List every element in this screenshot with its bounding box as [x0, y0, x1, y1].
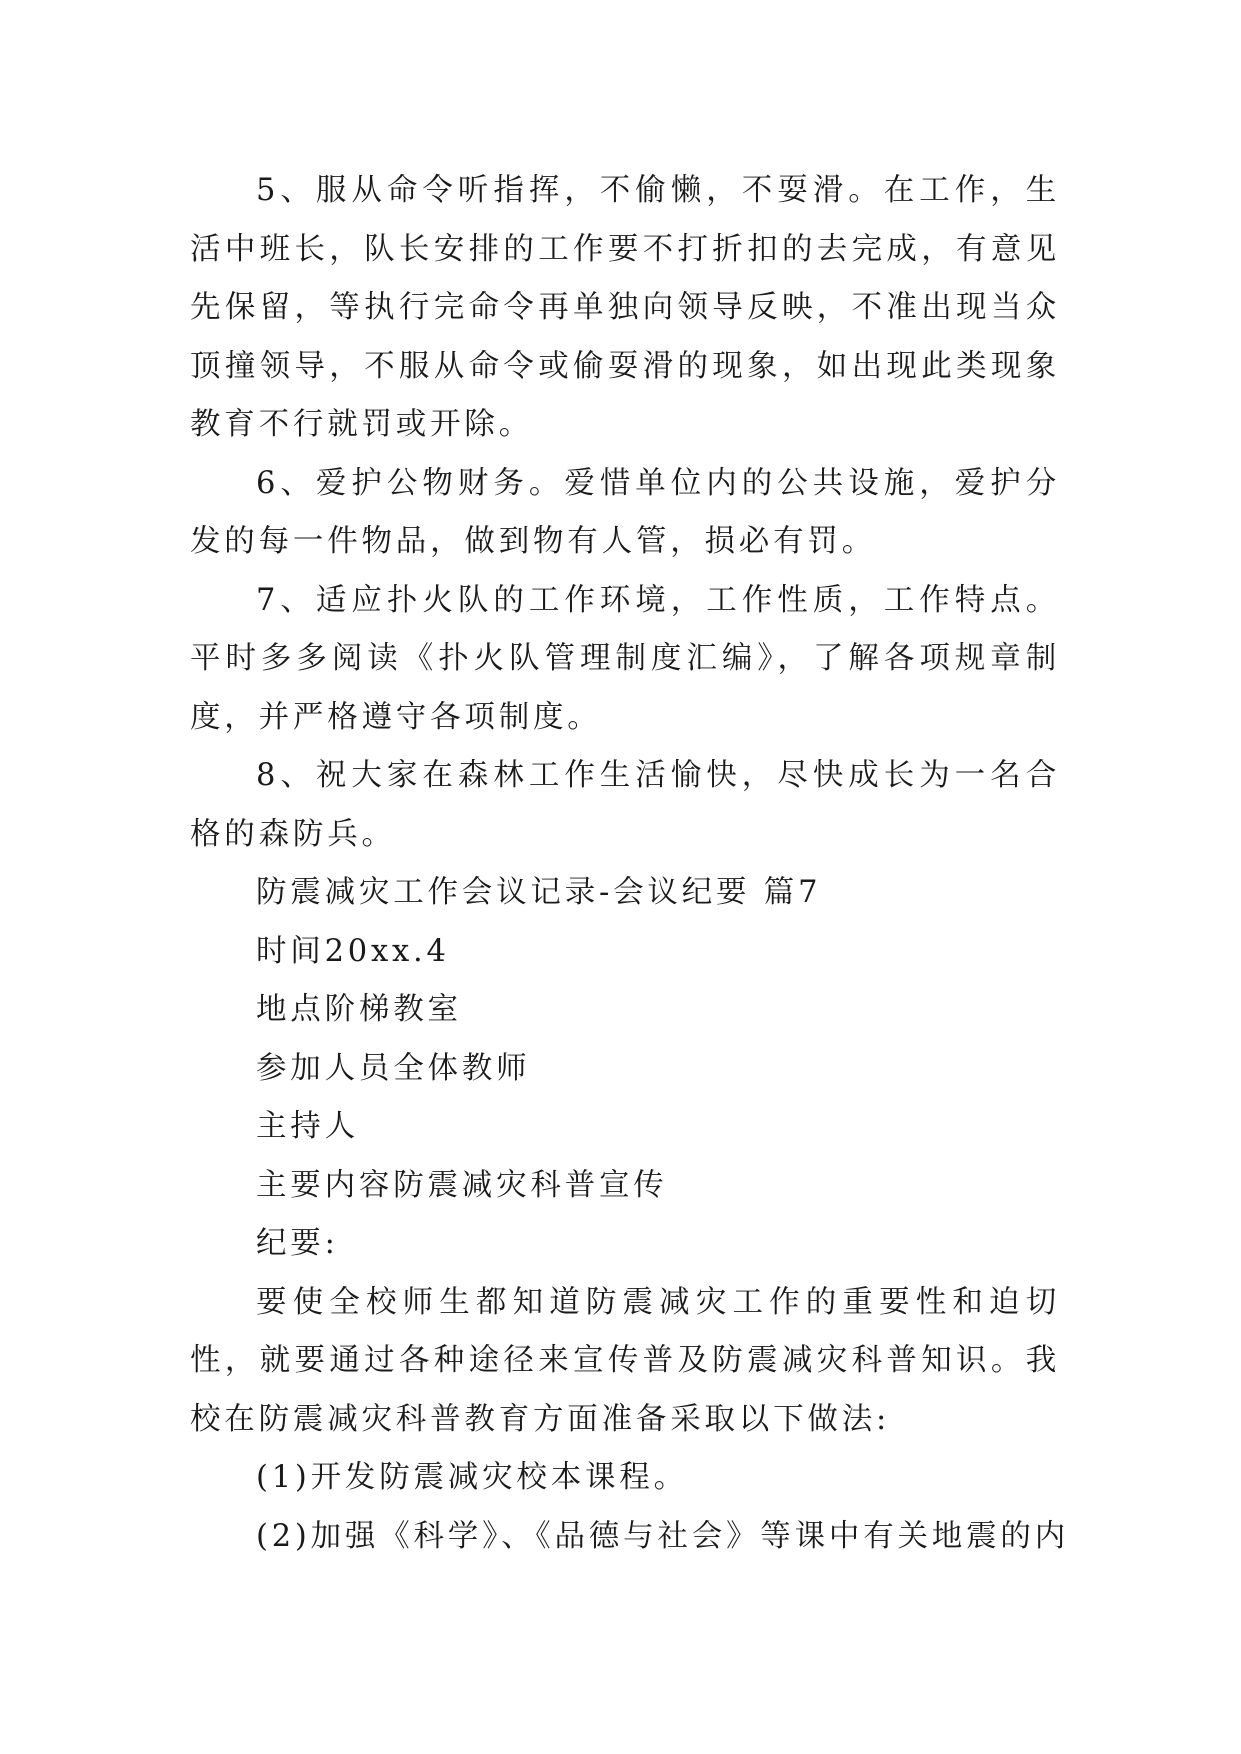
section-title: 防震减灾工作会议记录-会议纪要 篇7: [256, 875, 822, 910]
minutes-intro: 要使全校师生都知道防震减灾工作的重要性和迫切性，就要通过各种途径来宣传普及防震减灾科普知识。我校在防震减灾科普教育方面准备采取以下做法:: [190, 1284, 1060, 1437]
minutes-label: 纪要:: [256, 1226, 339, 1261]
paragraph-5: 5、服从命令听指挥，不偷懒，不耍滑。在工作，生活中班长，队长安排的工作要不打折扣的去完成，有意见先保留，等执行完命令再单独向领导反映，不准出现当众顶撞领导，不服从命令或偷耍滑的现象，如出现此类现象教育不行就罚或开除。: [190, 173, 1060, 442]
document-body: [190, 162, 1070, 1566]
meeting-participants: 参加人员全体教师: [256, 1050, 531, 1086]
paragraph-7: 7、适应扑火队的工作环境，工作性质，工作特点。平时多多阅读《扑火队管理制度汇编》，了解各项规章制度，并严格遵守各项制度。: [190, 582, 1060, 735]
minutes-item-2: (2)加强《科学》、《品德与社会》等课中有关地震的内: [256, 1518, 1070, 1554]
meeting-main-content: 主要内容防震减灾科普宣传: [256, 1167, 668, 1203]
paragraph-8: 8、祝大家在森林工作生活愉快，尽快成长为一名合格的森防兵。: [190, 758, 1060, 852]
meeting-place: 地点阶梯教室: [256, 992, 462, 1027]
minutes-item-1: (1)开发防震减灾校本课程。: [256, 1460, 688, 1495]
meeting-host: 主持人: [256, 1109, 359, 1144]
meeting-time: 时间20xx.4: [256, 933, 450, 969]
paragraph-6: 6、爱护公物财务。爱惜单位内的公共设施，爱护分发的每一件物品，做到物有人管，损必有罚。: [190, 465, 1060, 559]
